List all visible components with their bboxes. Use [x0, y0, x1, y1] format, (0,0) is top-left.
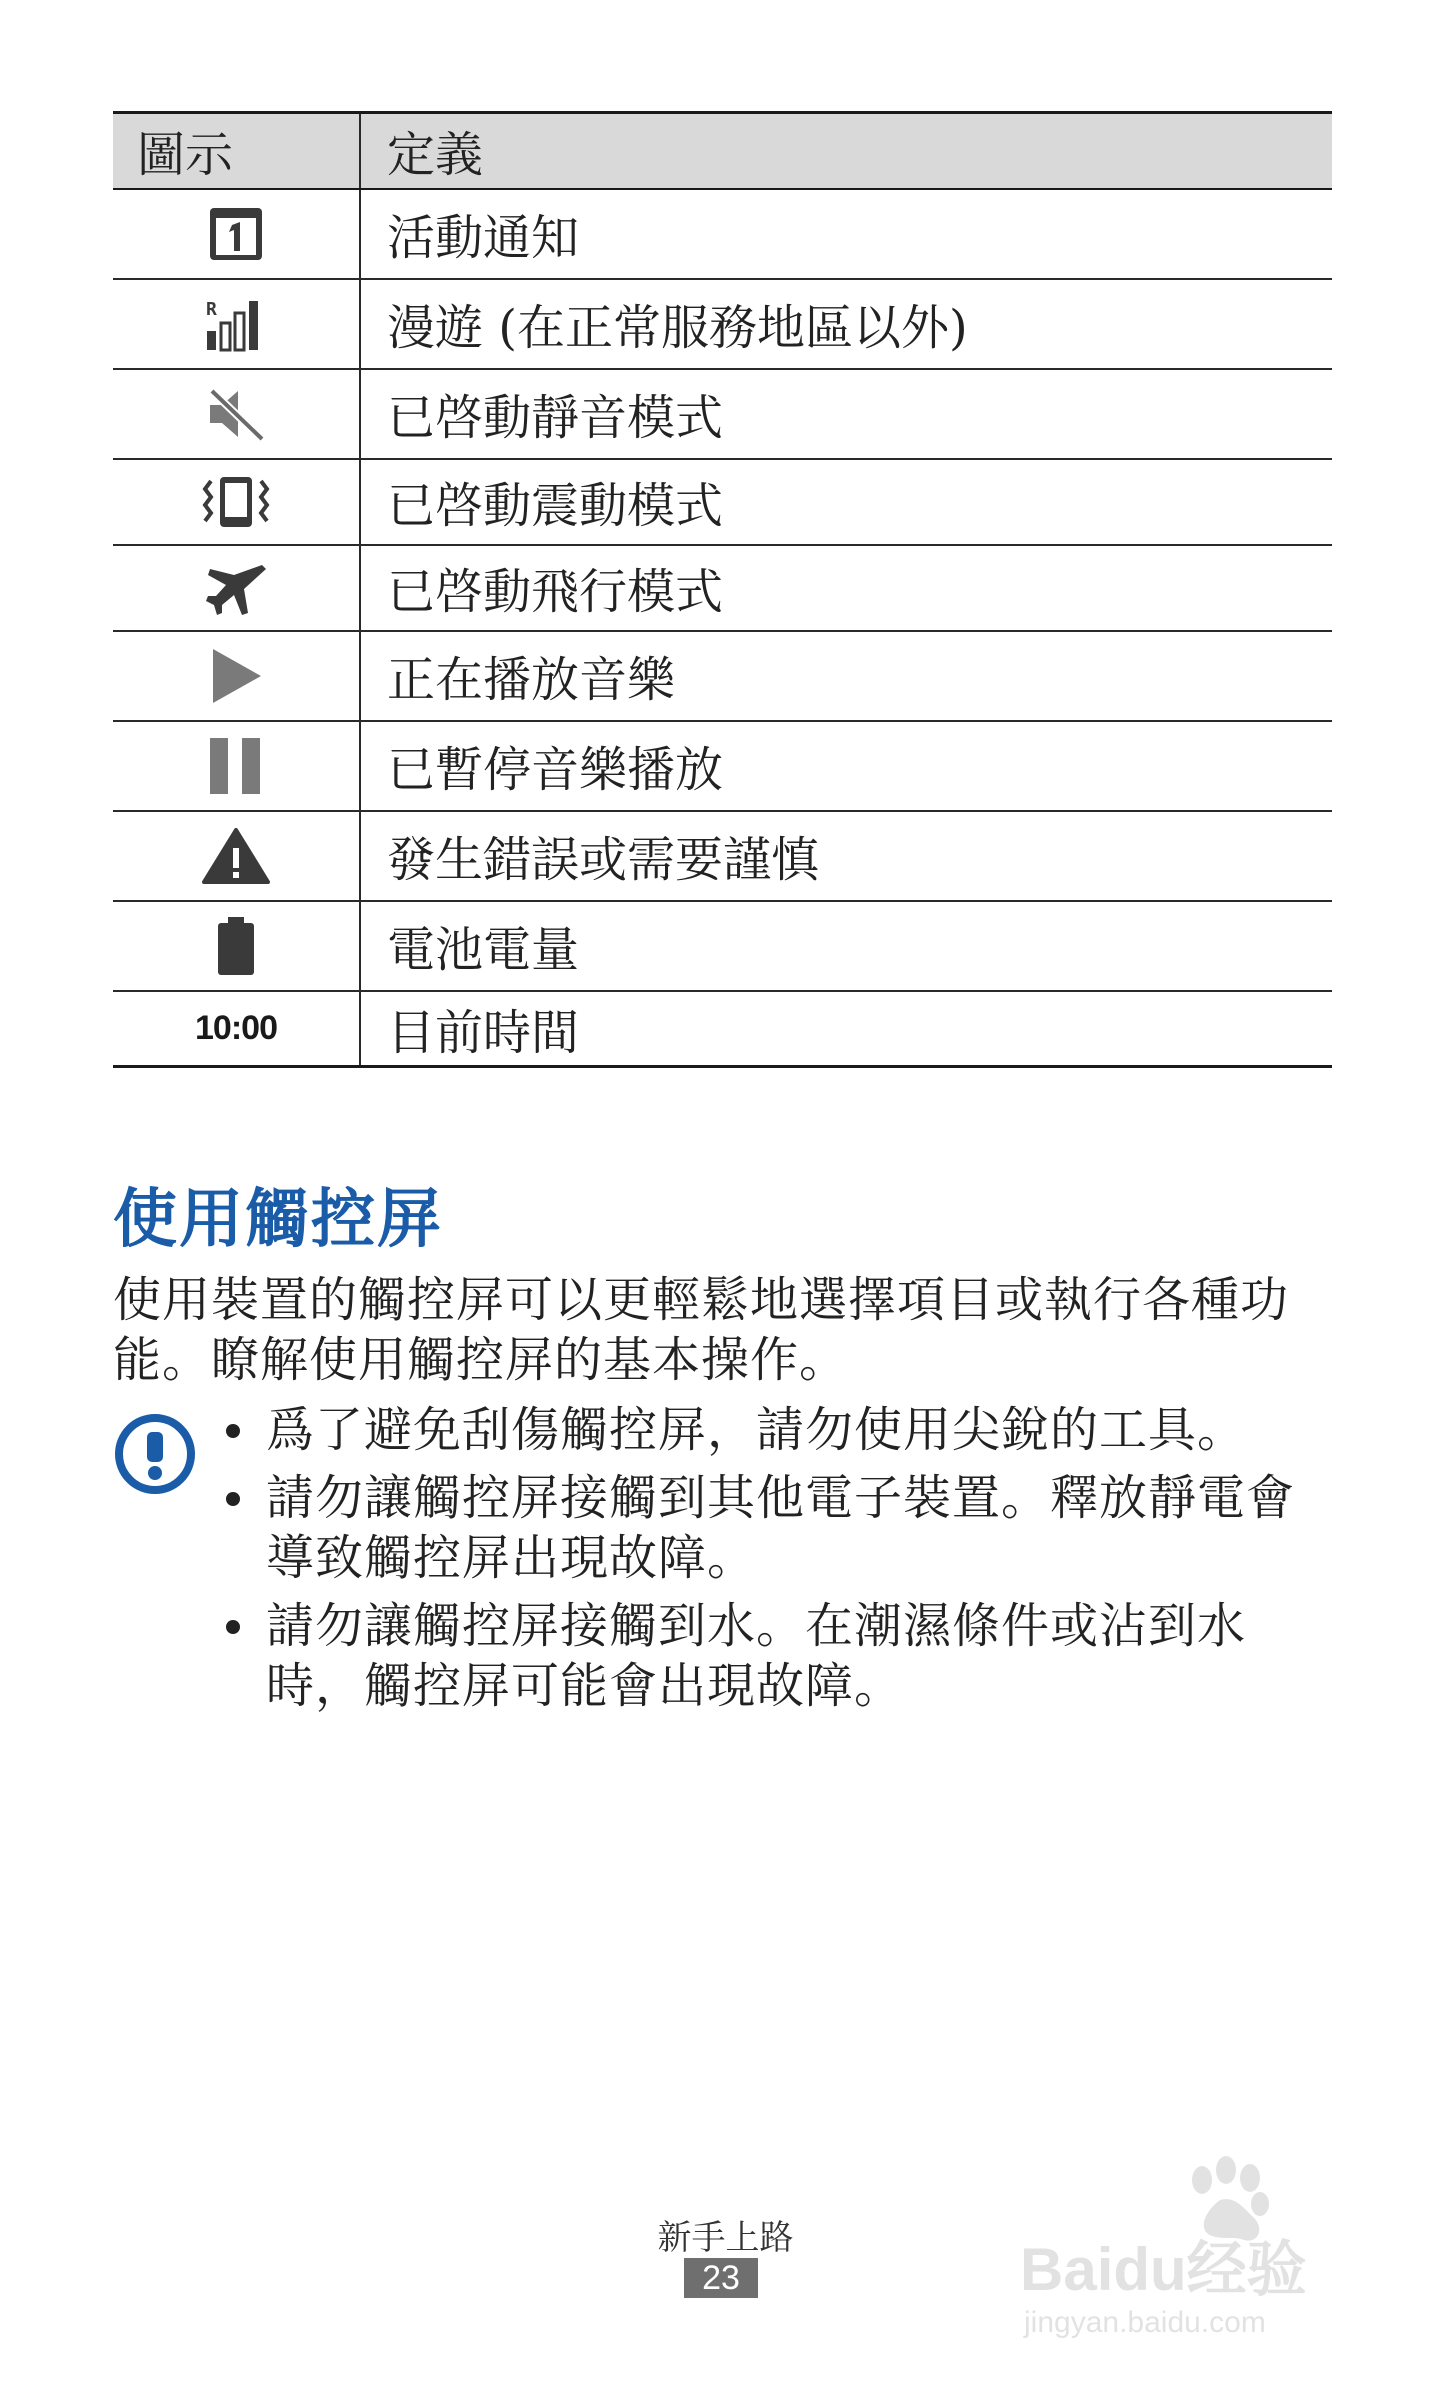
definition-cell: 活動通知: [360, 189, 1332, 279]
svg-text:R: R: [206, 298, 217, 320]
section-intro: 使用裝置的觸控屏可以更輕鬆地選擇項目或執行各種功能。瞭解使用觸控屏的基本操作。: [113, 1272, 1290, 1388]
list-item: [222, 1468, 1332, 1588]
definition-cell: 漫遊 (在正常服務地區以外): [360, 279, 1332, 369]
list-item: [222, 1400, 1332, 1460]
definition-cell: 目前時間: [360, 991, 1332, 1067]
pause-icon: [208, 736, 264, 796]
definition-cell: 已啓動震動模式: [360, 459, 1332, 545]
header-definition-col: 定義: [360, 113, 1332, 189]
warning-icon: [201, 826, 271, 886]
section-title: 使用觸控屏: [113, 1183, 443, 1257]
table-row: [113, 631, 1332, 721]
time-text: 10:00: [195, 1008, 277, 1047]
definition-cell: 已啓動靜音模式: [360, 369, 1332, 459]
battery-icon: [214, 915, 258, 977]
bullet-icon: [226, 1424, 240, 1438]
list-item: [222, 1596, 1332, 1716]
table-row: [113, 545, 1332, 631]
vibration-mode-icon: [201, 473, 271, 531]
table-row: [113, 189, 1332, 279]
header-icon-col: 圖示: [113, 113, 360, 189]
list-item-text: 請勿讓觸控屏接觸到其他電子裝置。釋放靜電會導致觸控屏出現故障。: [266, 1470, 1296, 1586]
table-row: [113, 811, 1332, 901]
airplane-mode-icon: [204, 559, 268, 617]
table-row: [113, 279, 1332, 369]
bullet-icon: [226, 1492, 240, 1506]
silent-mode-icon: [204, 385, 268, 443]
play-icon: [209, 647, 263, 705]
table-row: [113, 369, 1332, 459]
roaming-signal-icon: [204, 295, 268, 353]
svg-text:Baidu经验: Baidu经验: [1020, 2236, 1307, 2303]
bullet-icon: [226, 1620, 240, 1634]
calendar-notification-icon: [207, 205, 265, 263]
definition-cell: 電池電量: [360, 901, 1332, 991]
table-row: [113, 721, 1332, 811]
table-row: [113, 459, 1332, 545]
status-icon-table: [113, 111, 1332, 1068]
list-item-text: 請勿讓觸控屏接觸到水。在潮濕條件或沾到水時，觸控屏可能會出現故障。: [266, 1598, 1247, 1714]
definition-cell: 正在播放音樂: [360, 631, 1332, 721]
definition-cell: 已啓動飛行模式: [360, 545, 1332, 631]
svg-text:jingyan.baidu.com: jingyan.baidu.com: [1024, 2306, 1266, 2339]
table-header-row: [113, 113, 1332, 189]
definition-cell: 已暫停音樂播放: [360, 721, 1332, 811]
definition-cell: 發生錯誤或需要謹慎: [360, 811, 1332, 901]
table-row: [113, 991, 1332, 1067]
caution-list: [222, 1400, 1332, 1724]
caution-icon: [113, 1412, 197, 1496]
list-item-text: 爲了避免刮傷觸控屏，請勿使用尖銳的工具。: [266, 1402, 1247, 1458]
page-number: 23: [684, 2258, 758, 2298]
footer-section-name: 新手上路: [657, 2218, 794, 2258]
baidu-watermark-icon: [1020, 2140, 1380, 2340]
table-row: [113, 901, 1332, 991]
